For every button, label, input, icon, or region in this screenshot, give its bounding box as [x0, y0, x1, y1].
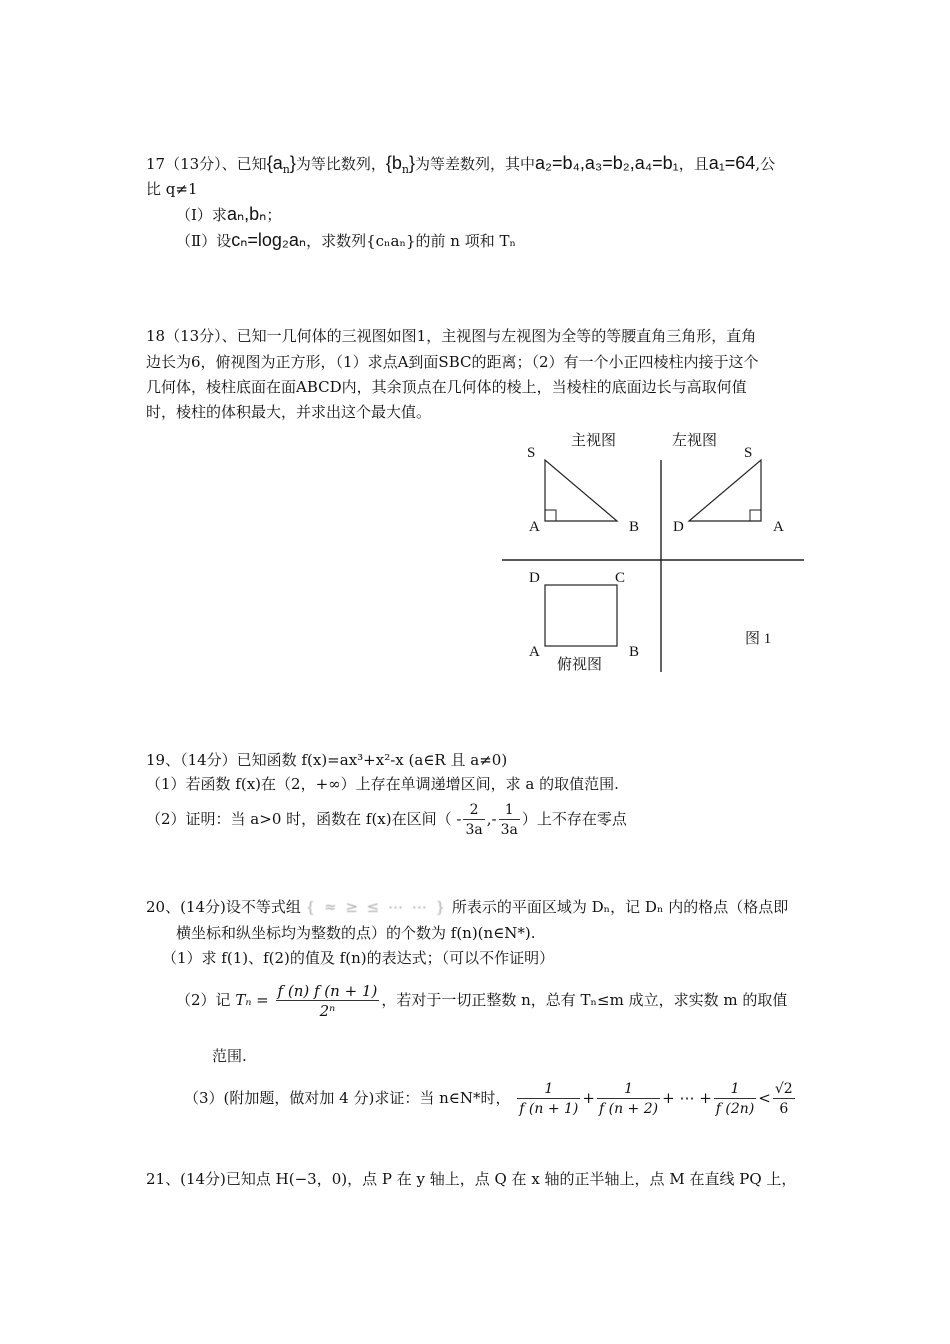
q19-frac2-num: 1: [499, 801, 520, 820]
q19-prefix: 19、（14分）已知函数: [146, 751, 297, 769]
q17-set-a: {a: [266, 153, 283, 173]
q21-line1: 21、(14分)已知点 H(−3，0)，点 P 在 y 轴上，点 Q 在 x 轴的正半轴上，点 M 在直线 PQ 上，: [146, 1170, 797, 1188]
q20-part2-lhs: Tₙ =: [235, 991, 269, 1009]
q17-part1-end: ；: [266, 206, 282, 224]
q17-part2-expr: cₙ=log₂aₙ: [231, 230, 307, 250]
q17-part2-end: 的前 n 项和 Tₙ: [415, 232, 516, 250]
q20-term-1: [517, 1080, 580, 1119]
front-label-b: B: [629, 519, 640, 535]
q20-part2-num: f (n) f (n + 1): [277, 981, 378, 1000]
q18-line1: 18（13分）、已知一几何体的三视图如图1，主视图与左视图为全等的等腰直角三角形，直角: [146, 327, 757, 345]
q19-line1: [146, 749, 507, 771]
q19-frac1-den: 3a: [465, 821, 483, 838]
top-label-d: D: [529, 570, 540, 586]
q19-fraction-2: [499, 801, 520, 840]
top-view-title: 俯视图: [557, 657, 603, 673]
q17-part2-mid: ，求数列: [306, 232, 367, 250]
q20-t2-num: 1: [597, 1080, 660, 1099]
q20-part2-fraction: [276, 982, 380, 1021]
q18-line4: 时，棱柱的体积最大，并求出这个最大值。: [146, 403, 432, 421]
q20-line1: [146, 896, 788, 918]
side-view-title: 左视图: [672, 433, 718, 449]
q20-t3-num: 1: [714, 1080, 756, 1099]
top-view-square: [545, 585, 617, 646]
front-label-a: A: [529, 519, 540, 535]
q20-t1-num: 1: [517, 1080, 580, 1099]
q20-part2-suffix: ，若对于一切正整数 n，总有 Tₙ≤m 成立，求实数 m 的取值: [381, 991, 788, 1009]
q18-line2: 边长为6，俯视图为正方形，（1）求点A到面SBC的距离；（2）有一个小正四棱柱内接于这个: [146, 353, 759, 371]
side-view-right-angle: [750, 510, 761, 521]
q20-suffix: 所表示的平面区域为 Dₙ，记 Dₙ 内的格点（格点即: [451, 898, 789, 916]
q20-part3: （3）(附加题，做对加 4 分)求证：当 n∈N*时， $\frac{1}{f (n + 1)}$ + $\frac{1}{f (n + 2)}$ + ⋯ + $\frac{1}{f (2n)}$ < $\frac{√2}{6}$: [184, 1080, 793, 1117]
q17-part2-prefix: （Ⅱ）设: [176, 232, 232, 250]
three-view-figure: [495, 425, 815, 680]
q19-fraction-1: [463, 801, 484, 840]
q20-part2: [176, 978, 787, 1022]
q20-term-3: [714, 1080, 756, 1119]
q20-rhs: [773, 1080, 795, 1119]
inequality-system-image: { ≈ ≥ ≤ ⋯ ⋯ }: [305, 898, 448, 916]
q20-part1: （1）求 f(1)、f(2)的值及 f(n)的表达式；（可以不作证明）: [162, 949, 555, 967]
q20-t1-den: f (n + 1): [519, 1100, 579, 1117]
q19-part2: [146, 799, 627, 840]
q17-cond: a₂=b₄,a₃=b₂,a₄=b₁: [535, 153, 679, 173]
q20-t3-den: f (2n): [715, 1100, 755, 1117]
q20-part2-prefix: （2）记: [176, 991, 231, 1009]
q19-part2-prefix: （2）证明：当 a>0 时，函数在 f(x)在区间（ -: [146, 810, 462, 828]
q20-term-2: [597, 1080, 660, 1119]
side-label-s: S: [744, 445, 753, 461]
q19-part2-suffix: ）上不存在零点: [521, 810, 627, 828]
q17-set-b-close: }: [408, 153, 415, 173]
q17-mid2: 为等差数列，其中: [414, 155, 535, 173]
q17-tail: ,公: [755, 155, 776, 173]
q17-cond2: a₁=64: [708, 153, 756, 173]
q19-func: f(x)=ax³+x²-x: [301, 751, 404, 769]
q17-mid3: ，且: [678, 155, 709, 173]
q19-frac1-num: 2: [463, 801, 484, 820]
q20-part2-line2: 范围.: [212, 1047, 247, 1065]
q17-part1-expr: aₙ,bₙ: [226, 204, 267, 224]
q17-part2-set: {cₙaₙ}: [366, 232, 416, 250]
q17-line1: [146, 152, 775, 175]
top-label-a: A: [529, 644, 540, 660]
q20-part3-prefix: （3）(附加题，做对加 4 分)求证：当 n∈N*时，: [184, 1089, 511, 1107]
q17-mid1: 为等比数列，: [295, 155, 386, 173]
q19-sep: ,-: [486, 810, 497, 828]
q20-t2-den: f (n + 2): [598, 1100, 659, 1117]
q20-rhs-num: √2: [774, 1080, 793, 1097]
q20-dots: + ⋯ +: [662, 1089, 712, 1107]
figure-label: 图 1: [745, 631, 772, 647]
side-label-d: D: [673, 519, 684, 535]
q17-head: 17（13分）、已知: [146, 155, 267, 173]
top-label-b: B: [629, 644, 640, 660]
q17-set-a-sub: n: [282, 163, 290, 176]
q17-set-b: {b: [385, 153, 402, 173]
q17-part1: [176, 203, 281, 226]
front-label-s: S: [527, 445, 536, 461]
front-view-title: 主视图: [571, 433, 617, 449]
q18-line3: 几何体，棱柱底面在面ABCD内，其余顶点在几何体的棱上，当棱柱的底面边长与高取何值: [146, 378, 747, 396]
q17-part2: [176, 229, 516, 252]
q17-line2: 比 q≠1: [146, 180, 198, 198]
q17-part1-prefix: （Ⅰ）求: [176, 206, 227, 224]
top-label-c: C: [615, 570, 626, 586]
q20-prefix: 20、(14分)设不等式组: [146, 898, 301, 916]
q19-frac2-den: 3a: [500, 821, 518, 838]
q20-line2: 横坐标和纵坐标均为整数的点）的个数为 f(n)(n∈N*).: [176, 924, 536, 942]
q17-set-a-close: }: [289, 153, 296, 173]
q20-rhs-den: 6: [779, 1100, 789, 1117]
q19-suffix: (a∈R 且 a≠0): [408, 751, 508, 769]
q20-lt: <: [758, 1089, 771, 1107]
q17-set-b-sub: n: [401, 163, 409, 176]
q20-part2-den: 2ⁿ: [319, 1001, 336, 1020]
side-label-a: A: [773, 519, 784, 535]
q19-part1: （1）若函数 f(x)在（2，+∞）上存在单调递增区间，求 a 的取值范围.: [146, 775, 619, 793]
front-view-right-angle: [545, 510, 556, 521]
